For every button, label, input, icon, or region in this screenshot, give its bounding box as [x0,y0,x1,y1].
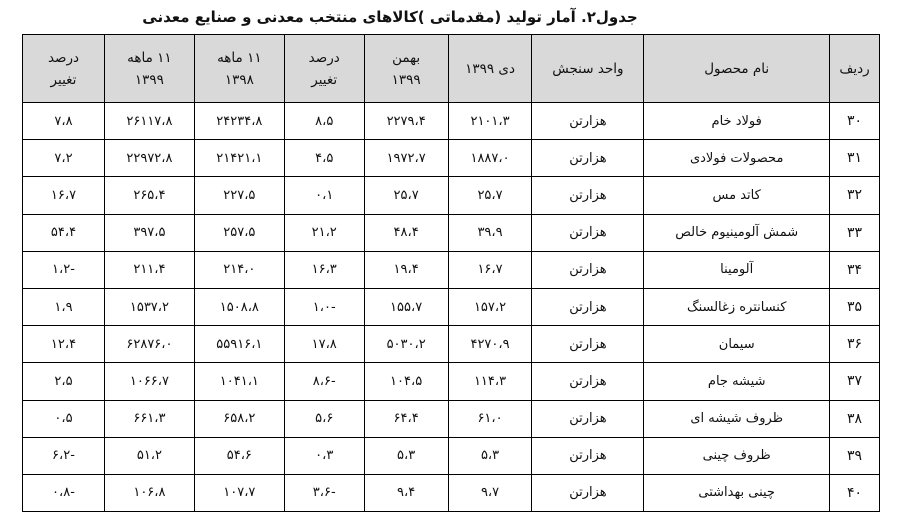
cell-dey: ۵،۳ [448,437,532,474]
cell-dey: ۳۹،۹ [448,214,532,251]
header-bahman [364,35,448,103]
cell-change-monthly: ۸،۵ [284,103,364,140]
cell-bahman: ۴۸،۴ [364,214,448,251]
cell-unit: هزارتن [532,103,644,140]
cell-row-number: ۴۰ [830,474,880,511]
cell-dey: ۴۲۷۰،۹ [448,326,532,363]
cell-change-monthly: -۳،۶ [284,474,364,511]
cell-product: شمش آلومینیوم خالص [644,214,830,251]
cell-dey: ۱۶،۷ [448,251,532,288]
cell-change-monthly: ۰،۱ [284,177,364,214]
cell-11-months-1398: ۵۵۹۱۶،۱ [194,326,284,363]
header-bahman-line1: بهمن [392,49,421,66]
cell-bahman: ۹،۴ [364,474,448,511]
cell-change-11-months: -۶،۲ [23,437,105,474]
cell-change-11-months: ۱۲،۴ [23,326,105,363]
cell-change-11-months: ۵۴،۴ [23,214,105,251]
cell-11-months-1399: ۶۶۱،۳ [104,400,194,437]
cell-dey: ۶۱،۰ [448,400,532,437]
cell-unit: هزارتن [532,437,644,474]
header-change-monthly [284,35,364,103]
header-row-number: ردیف [830,35,880,103]
cell-dey: ۱۵۷،۲ [448,288,532,325]
cell-row-number: ۳۶ [830,326,880,363]
table-row [23,140,880,177]
cell-row-number: ۳۳ [830,214,880,251]
cell-row-number: ۳۷ [830,363,880,400]
production-table [22,34,880,512]
cell-change-11-months: -۱،۲ [23,251,105,288]
header-change-monthly-line1: درصد [308,49,340,66]
table-row [23,177,880,214]
cell-product: ظروف شیشه ای [644,400,830,437]
cell-11-months-1399: ۱۰۶۶،۷ [104,363,194,400]
cell-product: چینی بهداشتی [644,474,830,511]
cell-11-months-1398: ۲۱۴۲۱،۱ [194,140,284,177]
cell-product: سیمان [644,326,830,363]
table-row [23,437,880,474]
cell-bahman: ۱۹،۴ [364,251,448,288]
cell-product: محصولات فولادی [644,140,830,177]
header-11-months-1399-line2: ۱۳۹۹ [134,71,164,88]
cell-11-months-1399: ۳۹۷،۵ [104,214,194,251]
cell-11-months-1398: ۱۰۷،۷ [194,474,284,511]
cell-row-number: ۳۱ [830,140,880,177]
cell-bahman: ۱۹۷۲،۷ [364,140,448,177]
header-product: نام محصول [644,35,830,103]
cell-row-number: ۳۰ [830,103,880,140]
cell-11-months-1399: ۱۰۶،۸ [104,474,194,511]
cell-unit: هزارتن [532,474,644,511]
table-row [23,251,880,288]
cell-bahman: ۶۴،۴ [364,400,448,437]
table-row [23,326,880,363]
cell-product: کنسانتره زغالسنگ [644,288,830,325]
cell-11-months-1399: ۵۱،۲ [104,437,194,474]
header-11-months-1398-line1: ۱۱ ماهه [217,49,262,66]
header-11-months-1399-line1: ۱۱ ماهه [127,49,172,66]
header-11-months-1399 [104,35,194,103]
table-row [23,363,880,400]
cell-bahman: ۲۲۷۹،۴ [364,103,448,140]
header-11-months-1398 [194,35,284,103]
header-change-monthly-line2: تغییر [311,71,338,88]
cell-dey: ۲۵،۷ [448,177,532,214]
cell-change-11-months: ۱۶،۷ [23,177,105,214]
cell-dey: ۹،۷ [448,474,532,511]
cell-product: فولاد خام [644,103,830,140]
cell-unit: هزارتن [532,214,644,251]
cell-row-number: ۳۹ [830,437,880,474]
cell-unit: هزارتن [532,177,644,214]
cell-change-monthly: ۰،۳ [284,437,364,474]
table-row [23,214,880,251]
cell-change-monthly: ۵،۶ [284,400,364,437]
header-bahman-line2: ۱۳۹۹ [391,71,421,88]
table-row [23,288,880,325]
header-11-months-1398-line2: ۱۳۹۸ [224,71,254,88]
cell-product: آلومینا [644,251,830,288]
cell-11-months-1398: ۲۱۴،۰ [194,251,284,288]
cell-row-number: ۳۴ [830,251,880,288]
cell-bahman: ۵۰۳۰،۲ [364,326,448,363]
cell-11-months-1398: ۶۵۸،۲ [194,400,284,437]
cell-unit: هزارتن [532,363,644,400]
table-row [23,400,880,437]
cell-bahman: ۱۵۵،۷ [364,288,448,325]
cell-dey: ۱۸۸۷،۰ [448,140,532,177]
cell-change-monthly: ۱۷،۸ [284,326,364,363]
cell-11-months-1399: ۲۱۱،۴ [104,251,194,288]
table-row [23,103,880,140]
cell-11-months-1398: ۵۴،۶ [194,437,284,474]
cell-bahman: ۲۵،۷ [364,177,448,214]
cell-change-11-months: ۰،۵ [23,400,105,437]
cell-change-11-months: ۲،۵ [23,363,105,400]
cell-11-months-1398: ۱۰۴۱،۱ [194,363,284,400]
header-change-11-months-line2: تغییر [50,71,77,88]
cell-unit: هزارتن [532,140,644,177]
cell-unit: هزارتن [532,400,644,437]
cell-change-11-months: ۱،۹ [23,288,105,325]
cell-change-11-months: -۰،۸ [23,474,105,511]
cell-change-monthly: -۸،۶ [284,363,364,400]
cell-11-months-1398: ۲۴۲۳۴،۸ [194,103,284,140]
table-row [23,474,880,511]
header-change-11-months [23,35,105,103]
cell-bahman: ۵،۳ [364,437,448,474]
header-change-11-months-line1: درصد [47,49,80,66]
cell-row-number: ۳۲ [830,177,880,214]
cell-11-months-1399: ۶۲۸۷۶،۰ [104,326,194,363]
cell-dey: ۲۱۰۱،۳ [448,103,532,140]
cell-11-months-1399: ۲۶۵،۴ [104,177,194,214]
header-unit: واحد سنجش [532,35,644,103]
cell-product: شیشه جام [644,363,830,400]
cell-change-monthly: ۲۱،۲ [284,214,364,251]
cell-bahman: ۱۰۴،۵ [364,363,448,400]
cell-row-number: ۳۸ [830,400,880,437]
cell-11-months-1399: ۲۲۹۷۲،۸ [104,140,194,177]
cell-11-months-1398: ۲۵۷،۵ [194,214,284,251]
cell-product: ظروف چینی [644,437,830,474]
cell-change-monthly: -۱،۰ [284,288,364,325]
table-title: جدول۲. آمار تولید (مقدماتی )کالاهای منتخب معدنی و صنایع معدنی [142,8,638,26]
cell-11-months-1399: ۲۶۱۱۷،۸ [104,103,194,140]
cell-11-months-1398: ۲۲۷،۵ [194,177,284,214]
cell-11-months-1398: ۱۵۰۸،۸ [194,288,284,325]
cell-unit: هزارتن [532,288,644,325]
header-row [23,35,880,103]
cell-change-monthly: ۱۶،۳ [284,251,364,288]
cell-dey: ۱۱۴،۳ [448,363,532,400]
header-dey: دی ۱۳۹۹ [448,35,532,103]
cell-change-11-months: ۷،۸ [23,103,105,140]
cell-unit: هزارتن [532,326,644,363]
cell-change-11-months: ۷،۲ [23,140,105,177]
cell-11-months-1399: ۱۵۳۷،۲ [104,288,194,325]
cell-change-monthly: ۴،۵ [284,140,364,177]
cell-unit: هزارتن [532,251,644,288]
cell-product: کاتد مس [644,177,830,214]
cell-row-number: ۳۵ [830,288,880,325]
